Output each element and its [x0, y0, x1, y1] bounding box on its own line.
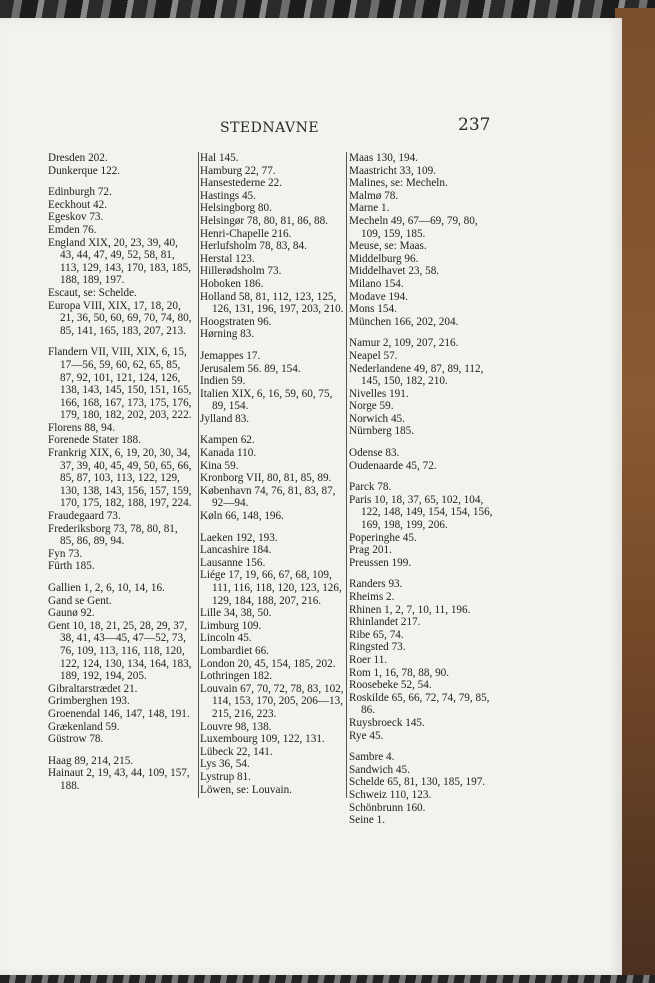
index-entry: Escaut, se: Schelde. — [48, 286, 137, 299]
index-entry: Mons 154. — [349, 303, 397, 316]
index-entry: Laeken 192, 193. — [200, 531, 278, 544]
page-number: 237 — [458, 115, 491, 135]
index-entry: Rhinen 1, 2, 7, 10, 11, 196. — [349, 603, 471, 616]
entry-gap — [349, 472, 497, 481]
index-entry: Herlufsholm 78, 83, 84. — [200, 240, 307, 253]
index-entry: Middelburg 96. — [349, 252, 419, 265]
index-entry: Namur 2, 109, 207, 216. — [349, 337, 459, 350]
index-entry: Gaunø 92. — [48, 607, 95, 620]
index-entry: Hainaut 2, 19, 43, 44, 109, 157, 188. — [48, 767, 190, 792]
index-entry: Hastings 45. — [200, 189, 256, 202]
index-entry: Paris 10, 18, 37, 65, 102, 104, 122, 148, 149, 154, 154, 156, 169, 198, 199, 206. — [349, 493, 493, 532]
index-entry: Helsingør 78, 80, 81, 86, 88. — [200, 214, 329, 227]
index-entry: Malines, se: Mecheln. — [349, 177, 448, 190]
index-entry: Luxembourg 109, 122, 131. — [200, 733, 325, 746]
index-entry: Odense 83. — [349, 447, 400, 460]
index-entry: Nederlandene 49, 87, 89, 112, 145, 150, 182, 210. — [349, 362, 484, 388]
index-entry: Maastricht 33, 109. — [349, 164, 436, 177]
index-entry: Lombardiet 66. — [200, 644, 269, 657]
index-entry: Sandwich 45. — [349, 763, 410, 776]
entry-gap — [349, 328, 497, 337]
index-entry: Lothringen 182. — [200, 670, 273, 683]
index-entry: Malmø 78. — [349, 189, 399, 202]
index-entry: Ribe 65, 74. — [349, 628, 404, 641]
index-entry: Europa VIII, XIX, 17, 18, 20, 21, 36, 50, 60, 69, 70, 74, 80, 85, 141, 165, 183, 207, 213. — [48, 299, 192, 337]
index-entry: Nürnberg 185. — [349, 425, 415, 438]
index-entry: Milano 154. — [349, 277, 404, 290]
index-column-3 — [346, 152, 497, 827]
index-entry: Middelhavet 23, 58. — [349, 265, 440, 278]
index-column-1 — [48, 152, 194, 793]
index-entry: London 20, 45, 154, 185, 202. — [200, 657, 336, 670]
index-entry: Schelde 65, 81, 130, 185, 197. — [349, 776, 486, 789]
index-entry: Gent 10, 18, 21, 25, 28, 29, 37, 38, 41, 43—45, 47—52, 73, 76, 109, 113, 116, 118, 120, 122, 124, 130, 134, 164, 183, 189, 192, 194, 205. — [48, 619, 192, 683]
index-entry: Holland 58, 81, 112, 123, 125, 126, 131, 196, 197, 203, 210. — [200, 290, 344, 316]
index-entry: Egeskov 73. — [48, 211, 104, 224]
index-entry: Randers 93. — [349, 578, 403, 591]
index-entry: Norge 59. — [349, 400, 394, 413]
index-entry: Hoboken 186. — [200, 277, 264, 290]
index-entry: Rhinlandet 217. — [349, 616, 421, 629]
index-entry: Lincoln 45. — [200, 632, 252, 645]
index-entry: Schönbrunn 160. — [349, 801, 426, 814]
index-entry: Louvain 67, 70, 72, 78, 83, 102, 114, 153, 170, 205, 206—13, 215, 216, 223. — [200, 682, 344, 720]
index-entry: Lancashire 184. — [200, 544, 272, 557]
index-entry: Rye 45. — [349, 729, 384, 742]
index-entry: Jylland 83. — [200, 412, 250, 425]
index-entry: Frederiksborg 73, 78, 80, 81, 85, 86, 89, 94. — [48, 522, 178, 548]
index-entry: Schweiz 110, 123. — [349, 788, 432, 801]
index-entry: Flandern VII, VIII, XIX, 6, 15, 17—56, 59, 60, 62, 65, 85, 87, 92, 101, 121, 124, 126, 138, 143, 145, 150, 151, 165, 166, 168, 167, 173, 175, 176, 179, 180, 182, 202, 203, 222. — [48, 346, 192, 422]
index-entry: Hillerødsholm 73. — [200, 265, 282, 278]
index-entry: Liége 17, 19, 66, 67, 68, 109, 111, 116, 118, 120, 123, 126, 129, 184, 188, 207, 216. — [200, 569, 342, 607]
index-entry: Emden 76. — [48, 223, 97, 236]
index-entry: Nivelles 191. — [349, 387, 409, 400]
entry-gap — [48, 337, 194, 346]
index-entry: Fraudegaard 73. — [48, 510, 121, 523]
index-entry: Meuse, se: Maas. — [349, 240, 427, 253]
index-entry: Lübeck 22, 141. — [200, 745, 273, 758]
index-entry: Preussen 199. — [349, 556, 412, 569]
index-entry: Herstal 123. — [200, 252, 255, 265]
index-entry: Ringsted 73. — [349, 641, 406, 654]
index-entry: Roer 11. — [349, 653, 388, 666]
entry-gap — [349, 742, 497, 751]
index-entry: Mecheln 49, 67—69, 79, 80, 109, 159, 185. — [349, 214, 478, 240]
index-entry: Ruysbroeck 145. — [349, 716, 425, 729]
index-entry: Löwen, se: Louvain. — [200, 783, 292, 796]
index-entry: Gallien 1, 2, 6, 10, 14, 16. — [48, 582, 165, 594]
index-entry: Neapel 57. — [349, 349, 398, 362]
entry-gap — [200, 425, 346, 434]
index-entry: Prag 201. — [349, 544, 392, 557]
index-entry: Lille 34, 38, 50. — [200, 607, 272, 620]
index-entry: Indien 59. — [200, 375, 246, 388]
page-title: STEDNAVNE — [220, 120, 320, 136]
entry-gap — [349, 438, 497, 447]
index-entry: Dresden 202. — [48, 152, 108, 164]
index-entry: Jerusalem 56. 89, 154. — [200, 362, 301, 375]
entry-gap — [48, 177, 194, 186]
index-entry: Grimberghen 193. — [48, 695, 130, 708]
index-entry: England XIX, 20, 23, 39, 40, 43, 44, 47, 49, 52, 58, 81, 113, 129, 143, 170, 183, 185, 188, 189, 197. — [48, 236, 192, 287]
index-column-2 — [198, 152, 346, 798]
index-entry: Eeckhout 42. — [48, 198, 108, 211]
index-entry: Poperinghe 45. — [349, 531, 417, 544]
index-entry: Roosebeke 52, 54. — [349, 679, 432, 692]
index-entry: Gibraltarstrædet 21. — [48, 682, 138, 695]
index-entry: Florens 88, 94. — [48, 421, 116, 434]
index-entry: Fürth 185. — [48, 560, 95, 573]
index-entry: Louvre 98, 138. — [200, 720, 272, 733]
index-entry: Maas 130, 194. — [349, 152, 418, 164]
index-entry: Kampen 62. — [200, 434, 255, 447]
entry-gap — [200, 523, 346, 532]
index-entry: Køln 66, 148, 196. — [200, 510, 284, 523]
index-entry: Roskilde 65, 66, 72, 74, 79, 85, 86. — [349, 691, 490, 717]
index-entry: Seine 1. — [349, 814, 386, 827]
index-entry: Kina 59. — [200, 459, 239, 472]
index-entry: Hamburg 22, 77. — [200, 164, 276, 177]
index-entry: Parck 78. — [349, 481, 392, 494]
index-entry: Norwich 45. — [349, 412, 405, 425]
index-entry: Rheims 2. — [349, 591, 395, 603]
index-entry: Gand se Gent. — [48, 594, 112, 607]
index-entry: München 166, 202, 204. — [349, 315, 459, 328]
index-entry: Jemappes 17. — [200, 349, 261, 362]
index-entry: Marne 1. — [349, 202, 390, 215]
index-entry: Haag 89, 214, 215. — [48, 754, 134, 767]
index-entry: Forenede Stater 188. — [48, 434, 141, 447]
entry-gap — [200, 341, 346, 350]
index-entry: Lausanne 156. — [200, 556, 266, 569]
index-entry: Italien XIX, 6, 16, 59, 60, 75, 89, 154. — [200, 387, 333, 413]
index-entry: Kanada 110. — [200, 447, 257, 460]
index-entry: Henri-Chapelle 216. — [200, 227, 292, 240]
index-entry: Groenendal 146, 147, 148, 191. — [48, 707, 190, 720]
index-entry: København 74, 76, 81, 83, 87, 92—94. — [200, 484, 336, 510]
index-entry: Hal 145. — [200, 152, 239, 164]
index-entry: Lystrup 81. — [200, 770, 251, 783]
index-entry: Lys 36, 54. — [200, 758, 250, 771]
index-entry: Limburg 109. — [200, 619, 262, 632]
entry-gap — [48, 573, 194, 582]
index-entry: Kronborg VII, 80, 81, 85, 89. — [200, 472, 332, 485]
index-entry: Edinburgh 72. — [48, 186, 112, 199]
index-entry: Dunkerque 122. — [48, 164, 121, 177]
index-entry: Sambre 4. — [349, 751, 395, 764]
index-entry: Modave 194. — [349, 290, 409, 303]
entry-gap — [349, 569, 497, 578]
index-entry: Hansestederne 22. — [200, 177, 283, 190]
index-entry: Helsingborg 80. — [200, 202, 272, 215]
bottom-edge — [0, 975, 655, 983]
index-entry: Rom 1, 16, 78, 88, 90. — [349, 666, 450, 679]
index-entry: Frankrig XIX, 6, 19, 20, 30, 34, 37, 39, 40, 45, 49, 50, 65, 66, 85, 87, 103, 113, 122, 129, 130, 138, 143, 156, 157, 159, 170, 175, 182, 188, 197, 224. — [48, 447, 192, 510]
index-entry: Güstrow 78. — [48, 733, 104, 746]
index-entry: Hoogstraten 96. — [200, 315, 272, 328]
index-entry: Oudenaarde 45, 72. — [349, 459, 437, 472]
entry-gap — [48, 746, 194, 755]
index-entry: Fyn 73. — [48, 547, 83, 560]
index-entry: Grækenland 59. — [48, 720, 120, 733]
index-entry: Hørning 83. — [200, 328, 255, 341]
